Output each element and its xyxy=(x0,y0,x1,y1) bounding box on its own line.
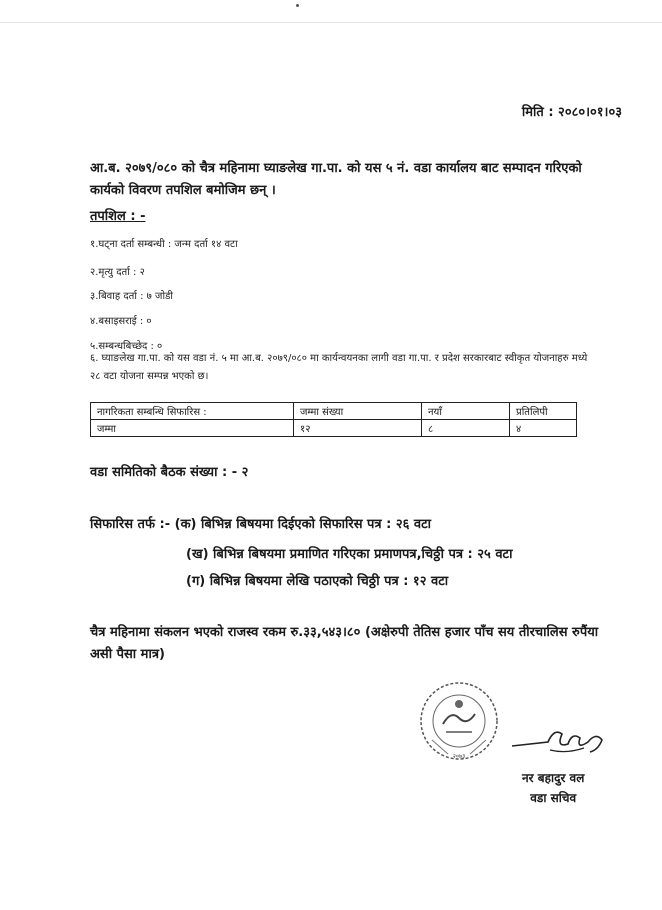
signer-title: वडा सचिव xyxy=(530,791,577,805)
revenue-paragraph: चैत्र महिनामा संकलन भएको राजस्व रकम रु.३३,५४३।८० (अक्षेरुपी तेतिस हजार पाँच सय तीरचालिस रुपैंया असी पैसा मात्र) xyxy=(90,625,599,662)
signer-block xyxy=(522,768,584,808)
citizenship-table xyxy=(90,402,577,437)
svg-text:२०७३: २०७३ xyxy=(452,753,466,760)
item-migration: ४.बसाइसराई : ० xyxy=(90,316,152,327)
signer-name: नर बहादुर वल xyxy=(522,771,585,785)
table-cell: १२ xyxy=(294,420,422,437)
page-edge-line xyxy=(0,22,662,23)
item-marriage-registration: ३.बिवाह दर्ता : ७ जोडी xyxy=(90,291,173,302)
signature-mark xyxy=(510,720,610,770)
details-heading: तपशिल : - xyxy=(90,209,146,224)
item-projects-paragraph: ६. घ्याङलेख गा.पा. को यस वडा नं. ५ मा आ.ब. २०७९/०८० मा कार्यन्वयनका लागी वडा गा.पा. र प्रदेश सरकारबाट स्वीकृत योजनाहरु मध्ये २८ वटा योजना सम्पन्न भएको छ। xyxy=(90,353,588,382)
table-cell: ८ xyxy=(422,420,510,437)
recommendation-line-a: सिफारिस तर्फ :- (क) बिभिन्न बिषयमा दिईएको सिफारिस पत्र : २६ वटा xyxy=(90,517,432,532)
document-date: मिति : २०८०।०१।०३ xyxy=(521,105,622,120)
item-death-registration: २.मृत्यु दर्ता : २ xyxy=(90,267,145,278)
table-header-row xyxy=(91,403,577,420)
table-row xyxy=(91,420,577,437)
table-cell: जम्मा xyxy=(91,420,294,437)
recommendation-line-b: (ख) बिभिन्न बिषयमा प्रमाणित गरिएका प्रमाणपत्र,चिठ्ठी पत्र : २५ वटा xyxy=(186,547,513,562)
item-birth-registration: १.घट्ना दर्ता सम्बन्धी : जन्म दर्ता १४ वटा xyxy=(90,239,238,250)
office-seal-stamp xyxy=(418,680,500,762)
table-cell: ४ xyxy=(510,420,577,437)
table-header-cell: नयाँ xyxy=(422,403,510,420)
item-divorce: ५.सम्बन्धबिच्छेद : ० xyxy=(90,341,163,352)
table-header-cell: जम्मा संख्या xyxy=(294,403,422,420)
meeting-count: वडा समितिको बैठक संख्या : - २ xyxy=(90,465,249,480)
table-header-cell: प्रतिलिपी xyxy=(510,403,577,420)
table-header-cell: नागरिकता सम्बन्धि सिफारिस : xyxy=(91,403,294,420)
scan-speck xyxy=(296,4,299,7)
recommendation-line-c: (ग) बिभिन्न बिषयमा लेखि पठाएको चिठ्ठी पत्र : १२ वटा xyxy=(186,574,449,589)
intro-paragraph: आ.ब. २०७९/०८० को चैत्र महिनामा घ्याङलेख गा.पा. को यस ५ नं. वडा कार्यालय बाट सम्पादन गरिएको कार्यको विवरण तपशिल बमोजिम छन् । xyxy=(90,161,582,198)
